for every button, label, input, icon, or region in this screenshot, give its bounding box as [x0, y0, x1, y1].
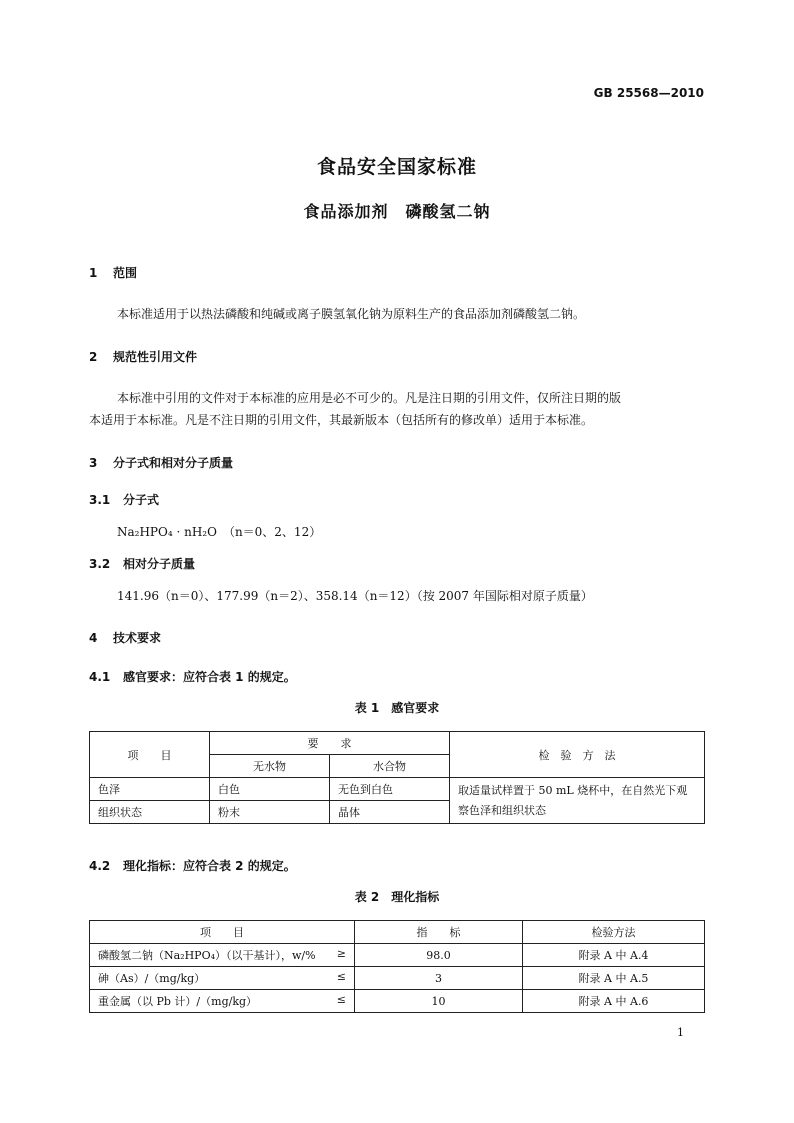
section-title: 理化指标：应符合表 2 的规定。	[123, 859, 296, 873]
method-line-1: 取适量试样置于 50 mL 烧杯中，在自然光下观	[458, 783, 688, 797]
section-1-text: 本标准适用于以热法磷酸和纯碱或离子膜氢氧化钠为原料生产的食品添加剂磷酸氢二钠。	[117, 307, 586, 321]
section-number: 4	[89, 631, 98, 645]
cell-item: 组织状态	[90, 801, 210, 824]
section-2-line-1: 本标准中引用的文件对于本标准的应用是必不可少的。凡是注日期的引用文件，仅所注日期的版	[117, 391, 622, 405]
section-3-1-heading	[89, 491, 159, 508]
header-item: 项 目	[90, 732, 210, 778]
section-4-heading	[89, 629, 161, 646]
section-3-2-heading	[89, 555, 195, 572]
section-title: 分子式和相对分子质量	[113, 456, 234, 470]
section-number: 4.1	[89, 670, 111, 684]
section-3-heading	[89, 454, 233, 471]
comparison-operator: ≤	[336, 970, 346, 983]
table-1-sensory	[89, 731, 705, 824]
cell-method: 附录 A 中 A.6	[523, 990, 705, 1013]
cell-hydrate: 无色到白色	[330, 778, 450, 801]
section-title: 范围	[113, 266, 138, 280]
cell-item: 砷（As）/（mg/kg）	[98, 972, 206, 985]
header-hydrate: 水合物	[330, 755, 450, 778]
header-anhydrous: 无水物	[210, 755, 330, 778]
molecular-formula: Na₂HPO₄ · nH₂O （n＝0、2、12）	[117, 525, 322, 539]
table-row	[90, 778, 705, 801]
table-2-caption: 表 2 理化指标	[354, 890, 440, 904]
section-4-2-heading	[89, 857, 296, 874]
standard-number: GB 25568—2010	[593, 86, 704, 100]
cell-item: 色泽	[90, 778, 210, 801]
molecular-mass: 141.96（n＝0）、177.99（n＝2）、358.14（n＝12）（按 2007 年国际相对原子质量）	[117, 589, 593, 603]
cell-anhydrous: 粉末	[210, 801, 330, 824]
comparison-operator: ≥	[336, 947, 346, 960]
section-1-heading	[89, 264, 137, 281]
header-item: 项 目	[90, 921, 355, 944]
header-requirement: 要 求	[210, 732, 450, 755]
cell-item: 磷酸氢二钠（Na₂HPO₄）（以干基计），w/%	[98, 949, 316, 962]
table-row	[90, 967, 705, 990]
section-number: 1	[89, 266, 98, 280]
header-method: 检验方法	[523, 921, 705, 944]
document-title: 食品安全国家标准	[316, 156, 477, 178]
section-number: 3	[89, 456, 98, 470]
section-title: 分子式	[123, 493, 160, 507]
table-row	[90, 944, 705, 967]
table-1-caption: 表 1 感官要求	[354, 701, 440, 715]
table-2-physicochemical	[89, 920, 705, 1013]
section-number: 2	[89, 350, 98, 364]
cell-method: 附录 A 中 A.5	[523, 967, 705, 990]
section-title: 规范性引用文件	[113, 350, 198, 364]
section-2-heading	[89, 348, 197, 365]
header-index: 指 标	[355, 921, 523, 944]
cell-method	[450, 778, 705, 824]
method-line-2: 察色泽和组织状态	[458, 803, 546, 817]
section-title: 技术要求	[113, 631, 162, 645]
header-method: 检 验 方 法	[450, 732, 705, 778]
cell-hydrate: 晶体	[330, 801, 450, 824]
comparison-operator: ≤	[336, 993, 346, 1006]
table-row	[90, 990, 705, 1013]
section-title: 相对分子质量	[123, 557, 196, 571]
cell-anhydrous: 白色	[210, 778, 330, 801]
section-number: 4.2	[89, 859, 111, 873]
cell-value: 98.0	[355, 944, 523, 967]
document-subtitle: 食品添加剂 磷酸氢二钠	[303, 202, 491, 221]
cell-method: 附录 A 中 A.4	[523, 944, 705, 967]
section-number: 3.2	[89, 557, 111, 571]
section-2-line-2: 本适用于本标准。凡是不注日期的引用文件，其最新版本（包括所有的修改单）适用于本标准。	[89, 413, 594, 427]
cell-value: 10	[355, 990, 523, 1013]
section-title: 感官要求：应符合表 1 的规定。	[123, 670, 296, 684]
cell-value: 3	[355, 967, 523, 990]
page-number: 1	[677, 1026, 684, 1039]
cell-item: 重金属（以 Pb 计）/（mg/kg）	[98, 995, 258, 1008]
section-number: 3.1	[89, 493, 111, 507]
section-4-1-heading	[89, 668, 296, 685]
